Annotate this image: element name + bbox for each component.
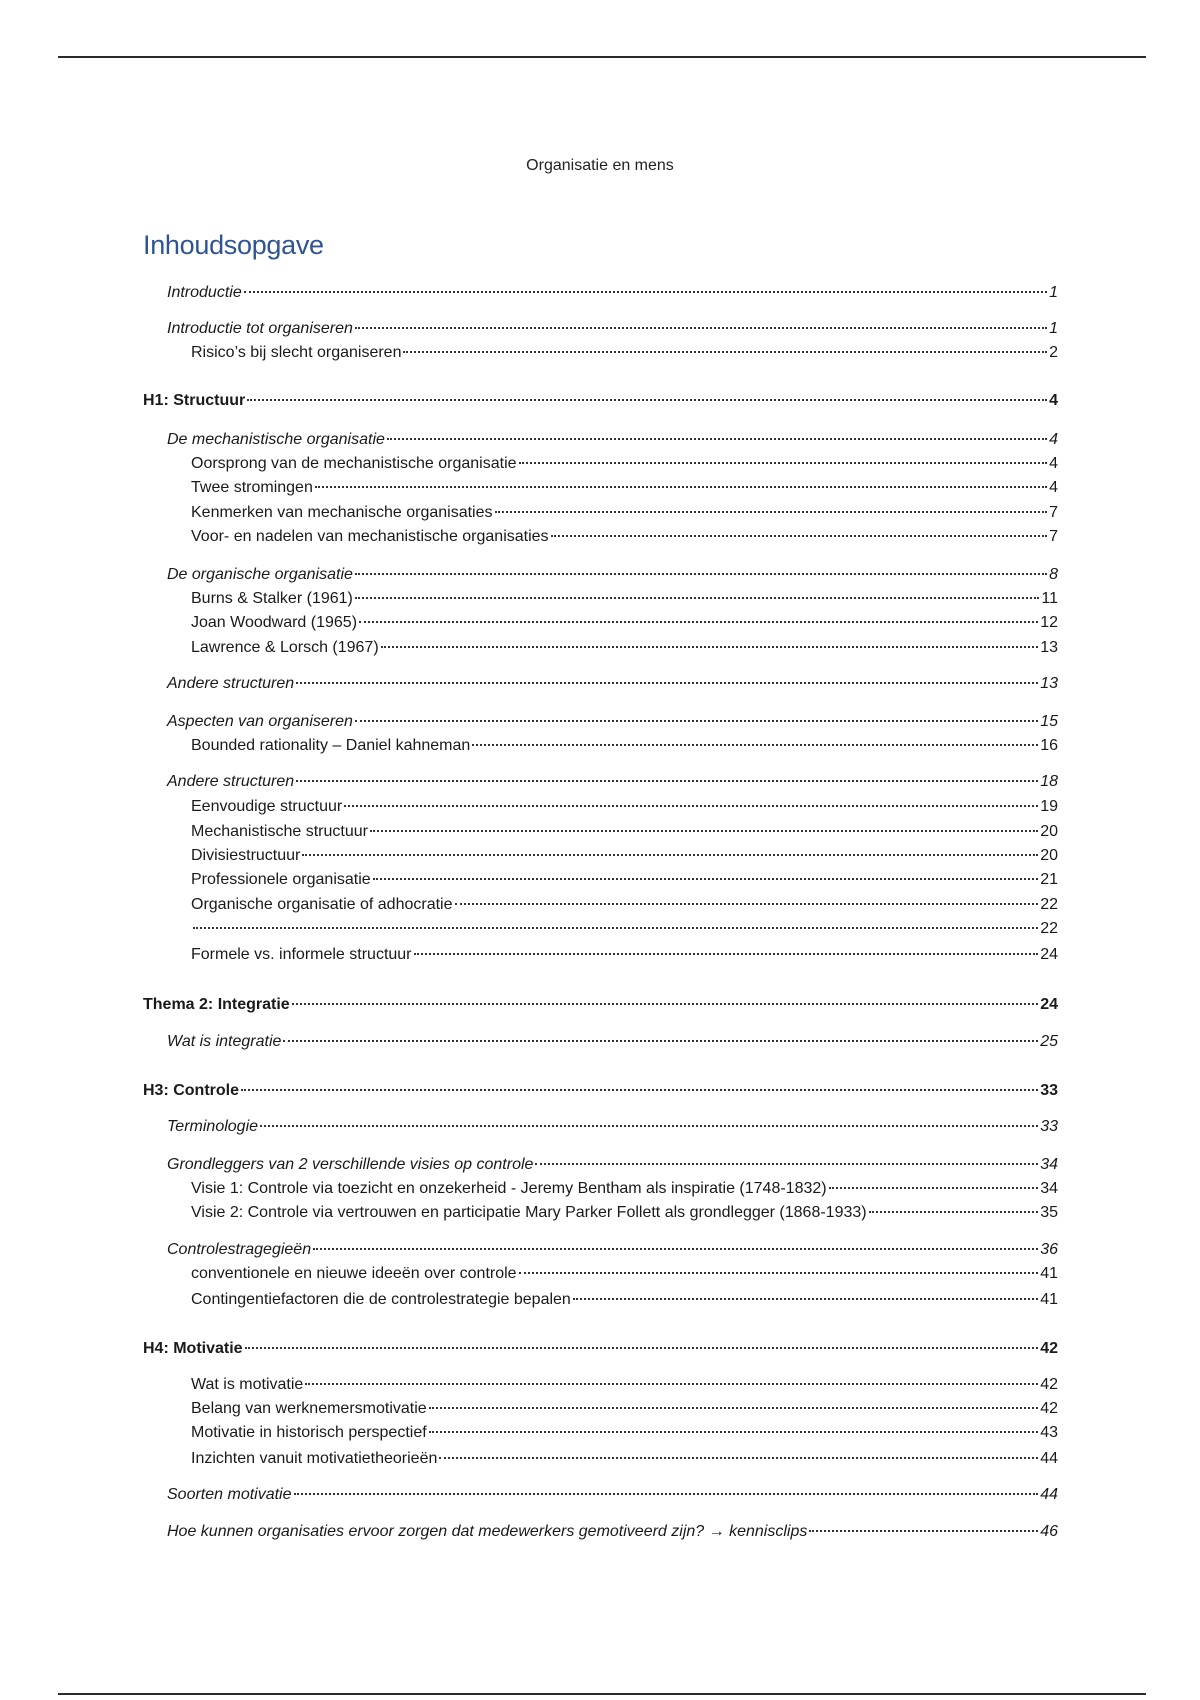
toc-entry-label: Burns & Stalker (1961) xyxy=(191,590,353,607)
toc-entry[interactable] xyxy=(191,1203,1058,1223)
toc-entry[interactable] xyxy=(191,503,1058,523)
toc-entry[interactable] xyxy=(167,712,1058,732)
toc-entry-label: De mechanistische organisatie xyxy=(167,431,385,448)
toc-entry[interactable] xyxy=(167,674,1058,694)
toc-entry-label: Divisiestructuur xyxy=(191,847,301,864)
toc-entry-page: 4 xyxy=(1049,479,1058,496)
dot-leader xyxy=(283,1040,1038,1042)
toc-entry-page: 44 xyxy=(1040,1486,1058,1503)
dot-leader xyxy=(302,854,1038,856)
toc-entry-page: 41 xyxy=(1040,1291,1058,1308)
toc-entry-page: 1 xyxy=(1049,320,1058,337)
dot-leader xyxy=(296,780,1038,782)
toc-entry-label: Bounded rationality – Daniel kahneman xyxy=(191,737,471,754)
toc-entry-label: Twee stromingen xyxy=(191,479,313,496)
toc-entry[interactable] xyxy=(167,1522,1058,1542)
toc-entry-label: Controlestragegieën xyxy=(167,1241,312,1258)
toc-entry-page: 11 xyxy=(1041,590,1058,607)
toc-entry-page: 34 xyxy=(1040,1156,1058,1173)
arrow-right-icon: → xyxy=(708,1523,725,1540)
toc-entry[interactable] xyxy=(167,565,1058,585)
toc-entry-page: 22 xyxy=(1040,896,1058,913)
toc-entry-page: 25 xyxy=(1040,1033,1058,1050)
toc-entry-label: Contingentiefactoren die de controlestrategie bepalen xyxy=(191,1291,571,1308)
dot-leader xyxy=(292,1003,1039,1005)
toc-heading: Inhoudsopgave xyxy=(143,230,324,260)
toc-entry-page: 15 xyxy=(1040,713,1058,730)
toc-entry-label: Visie 1: Controle via toezicht en onzekerheid - Jeremy Bentham als inspiratie (1748-1832) xyxy=(191,1180,827,1197)
toc-entry-label: Formele vs. informele structuur xyxy=(191,946,412,963)
dot-leader xyxy=(315,486,1047,488)
dot-leader xyxy=(370,830,1038,832)
toc-entry-page: 7 xyxy=(1049,528,1058,545)
toc-entry-label: Oorsprong van de mechanistische organisatie xyxy=(191,455,517,472)
toc-entry-label: Risico’s bij slecht organiseren xyxy=(191,344,402,361)
toc-entry-label-text: Hoe kunnen organisaties ervoor zorgen dat medewerkers gemotiveerd zijn? xyxy=(167,1523,705,1540)
toc-entry-page: 44 xyxy=(1040,1450,1058,1467)
dot-leader xyxy=(869,1211,1039,1213)
dot-leader xyxy=(305,1383,1038,1385)
toc-entry[interactable] xyxy=(167,430,1058,450)
toc-entry-label: Introductie tot organiseren xyxy=(167,320,353,337)
toc-entry-page: 24 xyxy=(1040,946,1058,963)
toc-entry-page: 4 xyxy=(1049,431,1058,448)
toc-entry-label: H3: Controle xyxy=(143,1082,239,1099)
dot-leader xyxy=(535,1163,1038,1165)
toc-entry[interactable] xyxy=(191,822,1058,842)
toc-entry-label: conventionele en nieuwe ideeën over controle xyxy=(191,1265,517,1282)
toc-entry[interactable] xyxy=(191,895,1058,915)
toc-entry[interactable] xyxy=(191,1375,1058,1395)
toc-entry-label: Wat is integratie xyxy=(167,1033,282,1050)
toc-entry[interactable] xyxy=(143,995,1058,1015)
toc-entry-page: 42 xyxy=(1040,1340,1058,1357)
dot-leader xyxy=(355,720,1038,722)
dot-leader xyxy=(355,573,1047,575)
toc-entry[interactable] xyxy=(191,919,1058,939)
dot-leader xyxy=(381,646,1039,648)
toc-entry-page: 34 xyxy=(1040,1180,1058,1197)
dot-leader xyxy=(829,1187,1039,1189)
toc-entry-page: 18 xyxy=(1040,773,1058,790)
dot-leader xyxy=(809,1530,1038,1532)
toc-entry[interactable] xyxy=(167,319,1058,339)
dot-leader xyxy=(429,1431,1039,1433)
toc-entry[interactable] xyxy=(167,1117,1058,1137)
toc-entry-label: Organische organisatie of adhocratie xyxy=(191,896,453,913)
toc-entry[interactable] xyxy=(191,638,1058,658)
toc-entry[interactable] xyxy=(167,1485,1058,1505)
toc-entry-label: Introductie xyxy=(167,284,242,301)
toc-entry-page: 1 xyxy=(1049,284,1058,301)
toc-entry-label: Wat is motivatie xyxy=(191,1376,304,1393)
toc-entry[interactable] xyxy=(191,478,1058,498)
toc-entry[interactable] xyxy=(143,1339,1058,1359)
dot-leader xyxy=(519,462,1048,464)
dot-leader xyxy=(260,1125,1038,1127)
toc-entry-label: Belang van werknemersmotivatie xyxy=(191,1400,427,1417)
dot-leader xyxy=(355,597,1040,599)
dot-leader xyxy=(359,621,1038,623)
toc-entry-label: Inzichten vanuit motivatietheorieën xyxy=(191,1450,438,1467)
toc-entry-page: 8 xyxy=(1049,566,1058,583)
dot-leader xyxy=(472,744,1038,746)
toc-entry-page: 42 xyxy=(1040,1400,1058,1417)
toc-entry-page: 42 xyxy=(1040,1376,1058,1393)
dot-leader xyxy=(439,1457,1038,1459)
toc-entry-page: 21 xyxy=(1040,871,1058,888)
toc-entry[interactable] xyxy=(191,1449,1058,1469)
toc-entry[interactable] xyxy=(191,589,1058,609)
toc-entry[interactable] xyxy=(167,1155,1058,1175)
toc-entry[interactable] xyxy=(191,1290,1058,1310)
toc-entry-label: Voor- en nadelen van mechanistische organisaties xyxy=(191,528,549,545)
toc-entry-page: 12 xyxy=(1040,614,1058,631)
toc-entry-page: 35 xyxy=(1040,1204,1058,1221)
dot-leader xyxy=(551,535,1048,537)
footer-rule xyxy=(58,1693,1146,1695)
toc-entry-label: Soorten motivatie xyxy=(167,1486,292,1503)
toc-entry[interactable] xyxy=(191,454,1058,474)
toc-entry[interactable] xyxy=(143,1081,1058,1101)
page-header-title: Organisatie en mens xyxy=(526,157,674,174)
toc-entry[interactable] xyxy=(191,1399,1058,1419)
dot-leader xyxy=(244,291,1047,293)
toc-entry-page: 4 xyxy=(1049,455,1058,472)
dot-leader xyxy=(313,1248,1038,1250)
toc-entry-label: Joan Woodward (1965) xyxy=(191,614,358,631)
toc-entry[interactable] xyxy=(191,797,1058,817)
toc-entry-page: 4 xyxy=(1049,392,1058,409)
dot-leader xyxy=(429,1407,1039,1409)
toc-entry[interactable] xyxy=(191,945,1058,965)
toc-entry-label xyxy=(167,1522,807,1542)
dot-leader xyxy=(247,399,1047,401)
toc-entry[interactable] xyxy=(191,736,1058,756)
dot-leader xyxy=(403,351,1047,353)
toc-entry-label: Visie 2: Controle via vertrouwen en participatie Mary Parker Follett als grondlegger (1868-1933) xyxy=(191,1204,867,1221)
toc-entry-label: Professionele organisatie xyxy=(191,871,371,888)
toc-entry[interactable] xyxy=(167,1240,1058,1260)
dot-leader xyxy=(495,511,1048,513)
toc-entry[interactable] xyxy=(191,1264,1058,1284)
toc-entry[interactable] xyxy=(167,283,1058,303)
toc-entry-page: 13 xyxy=(1040,639,1058,656)
dot-leader xyxy=(414,953,1039,955)
toc-entry-label: Grondleggers van 2 verschillende visies op controle xyxy=(167,1156,534,1173)
dot-leader xyxy=(245,1347,1039,1349)
dot-leader xyxy=(519,1272,1039,1274)
toc-entry[interactable] xyxy=(191,1179,1058,1199)
toc-entry[interactable] xyxy=(167,772,1058,792)
toc-entry-label: Motivatie in historisch perspectief xyxy=(191,1424,427,1441)
toc-entry-page: 20 xyxy=(1040,847,1058,864)
toc-entry-label: Kenmerken van mechanische organisaties xyxy=(191,504,493,521)
dot-leader xyxy=(294,1493,1039,1495)
toc-entry-label: Eenvoudige structuur xyxy=(191,798,343,815)
toc-entry-page: 43 xyxy=(1040,1424,1058,1441)
toc-entry[interactable] xyxy=(191,846,1058,866)
dot-leader xyxy=(296,682,1038,684)
toc-entry-page: 46 xyxy=(1040,1523,1058,1540)
toc-entry-label: Terminologie xyxy=(167,1118,259,1135)
toc-entry-label: Andere structuren xyxy=(167,675,295,692)
toc-entry-page: 20 xyxy=(1040,823,1058,840)
dot-leader xyxy=(241,1089,1038,1091)
toc-entry-label: Aspecten van organiseren xyxy=(167,713,353,730)
toc-entry[interactable] xyxy=(191,343,1058,363)
toc-entry-label: Mechanistische structuur xyxy=(191,823,368,840)
toc-entry-page: 7 xyxy=(1049,504,1058,521)
toc-entry-page: 16 xyxy=(1040,737,1058,754)
dot-leader xyxy=(373,878,1039,880)
dot-leader xyxy=(193,927,1038,929)
toc-entry[interactable] xyxy=(191,1423,1058,1443)
dot-leader xyxy=(387,438,1047,440)
toc-entry[interactable] xyxy=(167,1032,1058,1052)
toc-entry[interactable] xyxy=(191,527,1058,547)
dot-leader xyxy=(455,903,1039,905)
dot-leader xyxy=(355,327,1047,329)
toc-entry-page: 2 xyxy=(1049,344,1058,361)
toc-entry-label: H4: Motivatie xyxy=(143,1340,243,1357)
dot-leader xyxy=(344,805,1038,807)
toc-entry-page: 41 xyxy=(1040,1265,1058,1282)
toc-entry-label-suffix: kennisclips xyxy=(729,1523,808,1540)
toc-entry-page: 36 xyxy=(1040,1241,1058,1258)
toc-entry-page: 13 xyxy=(1040,675,1058,692)
toc-entry-label: De organische organisatie xyxy=(167,566,353,583)
toc-entry-page: 24 xyxy=(1040,996,1058,1013)
dot-leader xyxy=(573,1298,1038,1300)
toc-entry-label: Lawrence & Lorsch (1967) xyxy=(191,639,379,656)
toc-entry[interactable] xyxy=(143,391,1058,411)
toc-entry-label: H1: Structuur xyxy=(143,392,246,409)
toc-entry[interactable] xyxy=(191,613,1058,633)
toc-entry-page: 33 xyxy=(1040,1118,1058,1135)
toc-entry-page: 22 xyxy=(1040,920,1058,937)
toc-entry-page: 33 xyxy=(1040,1082,1058,1099)
toc-entry[interactable] xyxy=(191,870,1058,890)
toc-entry-label: Thema 2: Integratie xyxy=(143,996,290,1013)
toc-entry-page: 19 xyxy=(1040,798,1058,815)
toc-entry-label: Andere structuren xyxy=(167,773,295,790)
